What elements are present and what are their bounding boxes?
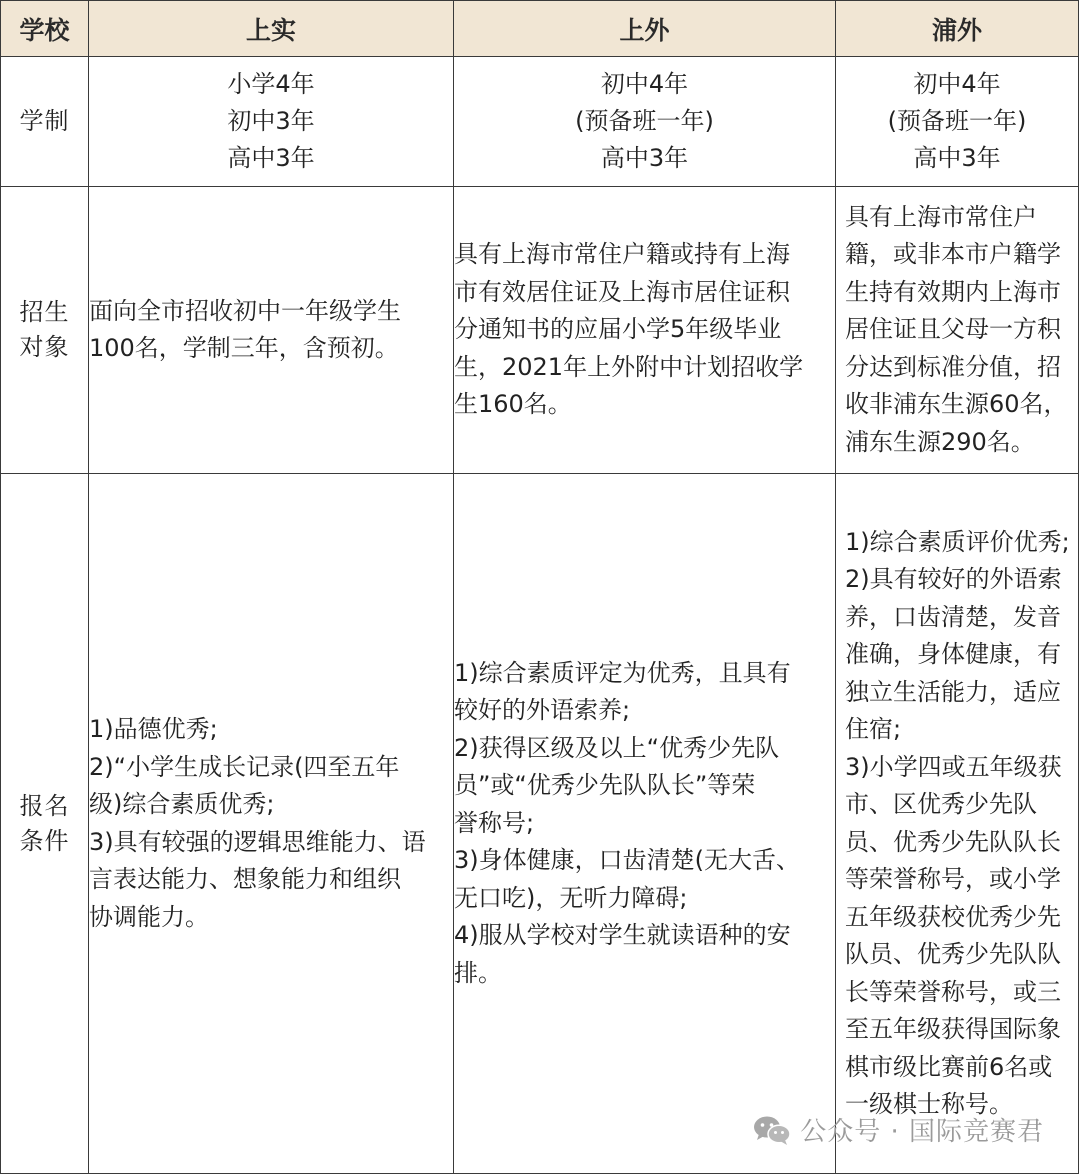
cell-baoming-puwai bbox=[836, 474, 1079, 1174]
cell-line: 具有上海市常住户 bbox=[845, 202, 1037, 231]
cell-xuezhi-shangshi bbox=[89, 57, 454, 187]
header-school: 学校 bbox=[1, 1, 89, 57]
cell-line: 小学4年 bbox=[227, 70, 315, 98]
cell-line: 高中3年 bbox=[227, 144, 315, 172]
cell-line: 棋市级比赛前6名或 bbox=[845, 1052, 1053, 1081]
cell-zhaosheng-puwai bbox=[836, 187, 1079, 474]
cell-line: 居住证且父母一方积 bbox=[845, 315, 1061, 344]
cell-zhaosheng-shangshi bbox=[89, 187, 454, 474]
cell-line: 1)综合素质评定为优秀，且具有 bbox=[454, 658, 791, 687]
cell-line: 高中3年 bbox=[600, 144, 689, 172]
cell-line: 较好的外语索养; bbox=[454, 696, 631, 725]
cell-line: 级)综合素质优秀; bbox=[89, 790, 275, 818]
header-puwai: 浦外 bbox=[836, 1, 1079, 57]
cell-zhaosheng-shangwai bbox=[454, 187, 836, 474]
cell-xuezhi-puwai bbox=[836, 57, 1079, 187]
cell-line: 对象 bbox=[19, 333, 70, 361]
cell-line: 长等荣誉称号，或三 bbox=[845, 977, 1061, 1006]
cell-baoming-shangshi bbox=[89, 474, 454, 1174]
cell-line: 4)服从学校对学生就读语种的安 bbox=[454, 921, 791, 950]
cell-line: 分通知书的应届小学5年级毕业 bbox=[454, 315, 782, 344]
cell-line: 准确，身体健康，有 bbox=[845, 640, 1061, 668]
cell-line: 高中3年 bbox=[913, 144, 1001, 172]
cell-line: 2)“小学生成长记录(四至五年 bbox=[89, 752, 400, 781]
watermark-text: 公众号 · 国际竞赛君 bbox=[800, 1117, 1044, 1147]
cell-line: 队员、优秀少先队队 bbox=[845, 940, 1061, 968]
cell-line: 籍，或非本市户籍学 bbox=[845, 240, 1061, 269]
cell-baoming-shangwai bbox=[454, 474, 836, 1174]
row-label-baoming bbox=[1, 474, 89, 1174]
cell-line: 员、优秀少先队队长 bbox=[845, 827, 1061, 856]
cell-line: 生持有效期内上海市 bbox=[845, 277, 1061, 306]
cell-line: 1)品德优秀; bbox=[89, 715, 218, 743]
cell-line: 市有效居住证及上海市居住证积 bbox=[454, 277, 790, 306]
cell-line: 誉称号; bbox=[454, 808, 535, 837]
header-shangshi: 上实 bbox=[89, 1, 454, 57]
cell-line: 具有上海市常住户籍或持有上海 bbox=[454, 240, 790, 269]
cell-line: 初中4年 bbox=[913, 70, 1001, 98]
row-baoming bbox=[1, 474, 1079, 1174]
cell-line: 市、区优秀少先队 bbox=[845, 790, 1037, 818]
cell-line: 言表达能力、想象能力和组织 bbox=[89, 865, 401, 893]
cell-line: 学制 bbox=[19, 107, 70, 135]
cell-line: 收非浦东生源60名， bbox=[845, 390, 1068, 419]
header-row bbox=[1, 1, 1079, 57]
cell-line: 浦东生源290名。 bbox=[845, 427, 1035, 456]
header-shangwai: 上外 bbox=[454, 1, 836, 57]
cell-line: (预备班一年) bbox=[887, 107, 1027, 135]
cell-line: 至五年级获得国际象 bbox=[845, 1015, 1061, 1043]
cell-line: 分达到标准分值，招 bbox=[845, 352, 1061, 381]
cell-line: 一级棋士称号。 bbox=[845, 1090, 1013, 1118]
row-label-zhaosheng bbox=[1, 187, 89, 474]
cell-line: 排。 bbox=[454, 958, 502, 987]
cell-line: 条件 bbox=[19, 826, 70, 855]
cell-line: (预备班一年) bbox=[575, 107, 714, 135]
cell-line: 生160名。 bbox=[454, 390, 572, 419]
cell-line: 初中4年 bbox=[600, 70, 689, 98]
cell-xuezhi-shangwai bbox=[454, 57, 836, 187]
cell-line: 3)身体健康，口齿清楚(无大舌、 bbox=[454, 846, 800, 875]
cell-line: 100名，学制三年，含预初。 bbox=[89, 334, 399, 362]
wechat-icon bbox=[752, 1114, 792, 1146]
row-zhaosheng bbox=[1, 187, 1079, 474]
cell-line: 无口吃)，无听力障碍; bbox=[454, 883, 688, 912]
cell-line: 生，2021年上外附中计划招收学 bbox=[454, 352, 804, 381]
cell-line: 3)具有较强的逻辑思维能力、语 bbox=[89, 827, 426, 856]
row-xuezhi bbox=[1, 57, 1079, 187]
row-label-xuezhi bbox=[1, 57, 89, 187]
cell-line: 协调能力。 bbox=[89, 902, 209, 931]
cell-line: 员”或“优秀少先队队长”等荣 bbox=[454, 771, 756, 800]
cell-line: 报名 bbox=[19, 791, 70, 820]
cell-line: 2)具有较好的外语索 bbox=[845, 565, 1062, 593]
cell-line: 独立生活能力，适应 bbox=[845, 677, 1061, 706]
cell-line: 五年级获校优秀少先 bbox=[845, 902, 1061, 931]
cell-line: 2)获得区级及以上“优秀少先队 bbox=[454, 733, 780, 762]
cell-line: 养，口齿清楚，发音 bbox=[845, 602, 1061, 631]
cell-line: 招生 bbox=[19, 298, 70, 326]
cell-line: 初中3年 bbox=[227, 107, 315, 135]
cell-line: 1)综合素质评价优秀; bbox=[845, 527, 1070, 556]
cell-line: 面向全市招收初中一年级学生 bbox=[89, 296, 401, 325]
cell-line: 住宿; bbox=[845, 715, 902, 743]
watermark bbox=[752, 1111, 1044, 1148]
cell-line: 3)小学四或五年级获 bbox=[845, 752, 1062, 781]
cell-line: 等荣誉称号，或小学 bbox=[845, 865, 1061, 893]
